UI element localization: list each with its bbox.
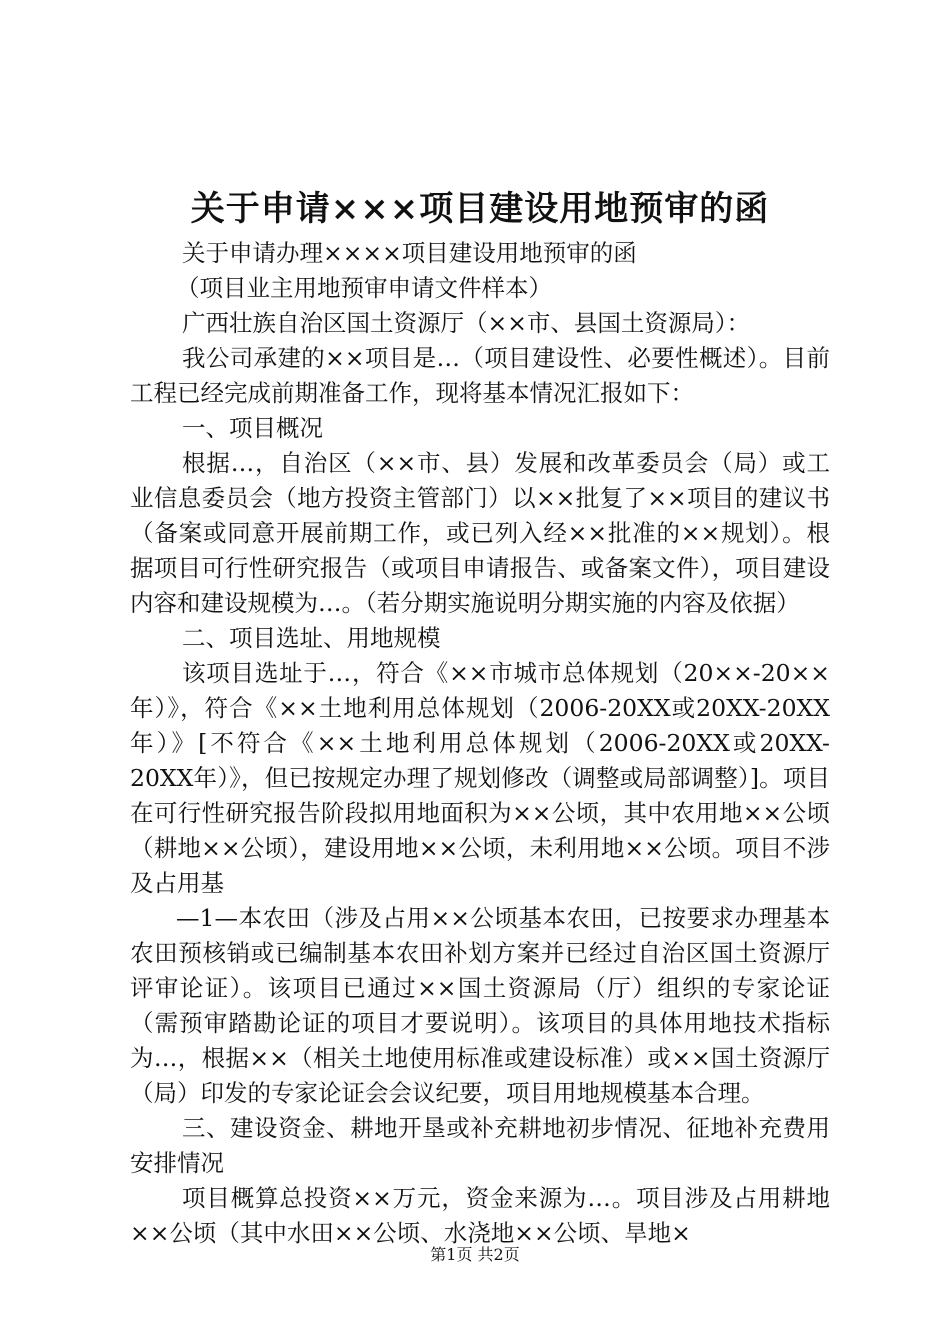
- section-heading-2: 二、项目选址、用地规模: [182, 624, 441, 652]
- paragraph-investment: 项目概算总投资××万元，资金来源为…。项目涉及占用耕地××公顷（其中水田××公顷、水浇地××公顷、旱地×: [130, 1184, 830, 1247]
- section-heading-1: 一、项目概况: [182, 414, 323, 442]
- paragraph-addressee: 广西壮族自治区国土资源厅（××市、县国土资源局）：: [182, 309, 751, 337]
- paragraph-site-selection: 该项目选址于…，符合《××市城市总体规划（20××-20××年）》，符合《××土地利用总体规划（2006-20XX或20XX-20XX年）》[不符合《××土地利用总体规划（2006-20XX或20XX-20XX年）》，但已按规定办理了规划修改（调整或局部调整）]。项目在可行性研究报告阶段拟用地面积为××公顷，其中农用地××公顷（耕地××公顷），建设用地××公顷，未利用地××公顷。项目不涉及占用基: [130, 659, 830, 897]
- document-body: [130, 236, 830, 1251]
- paragraph-intro: 我公司承建的××项目是…（项目建设性、必要性概述）。目前工程已经完成前期准备工作，现将基本情况汇报如下：: [130, 344, 830, 407]
- section-heading-3: 三、建设资金、耕地开垦或补充耕地初步情况、征地补充费用安排情况: [130, 1114, 830, 1177]
- paragraph-subtitle: 关于申请办理××××项目建设用地预审的函: [182, 239, 637, 267]
- paragraph-overview: 根据…，自治区（××市、县）发展和改革委员会（局）或工业信息委员会（地方投资主管部门）以××批复了××项目的建议书（备案或同意开展前期工作，或已列入经××批准的××规划）。根据项目可行性研究报告（或项目申请报告、或备案文件），项目建设内容和建设规模为…。（若分期实施说明分期实施的内容及依据）: [130, 449, 830, 617]
- paragraph-farmland: —1—本农田（涉及占用××公顷基本农田，已按要求办理基本农田预核销或已编制基本农田补划方案并已经过自治区国土资源厅评审论证）。该项目已通过××国土资源局（厅）组织的专家论证（需预审踏勘论证的项目才要说明）。该项目的具体用地技术指标为…，根据××（相关土地使用标准或建设标准）或××国土资源厅（局）印发的专家论证会会议纪要，项目用地规模基本合理。: [130, 904, 830, 1107]
- page-number: 第1页 共2页: [430, 1245, 520, 1264]
- document-title: 关于申请×××项目建设用地预审的函: [190, 189, 770, 229]
- paragraph-sample-note: （项目业主用地预审申请文件样本）: [176, 274, 552, 302]
